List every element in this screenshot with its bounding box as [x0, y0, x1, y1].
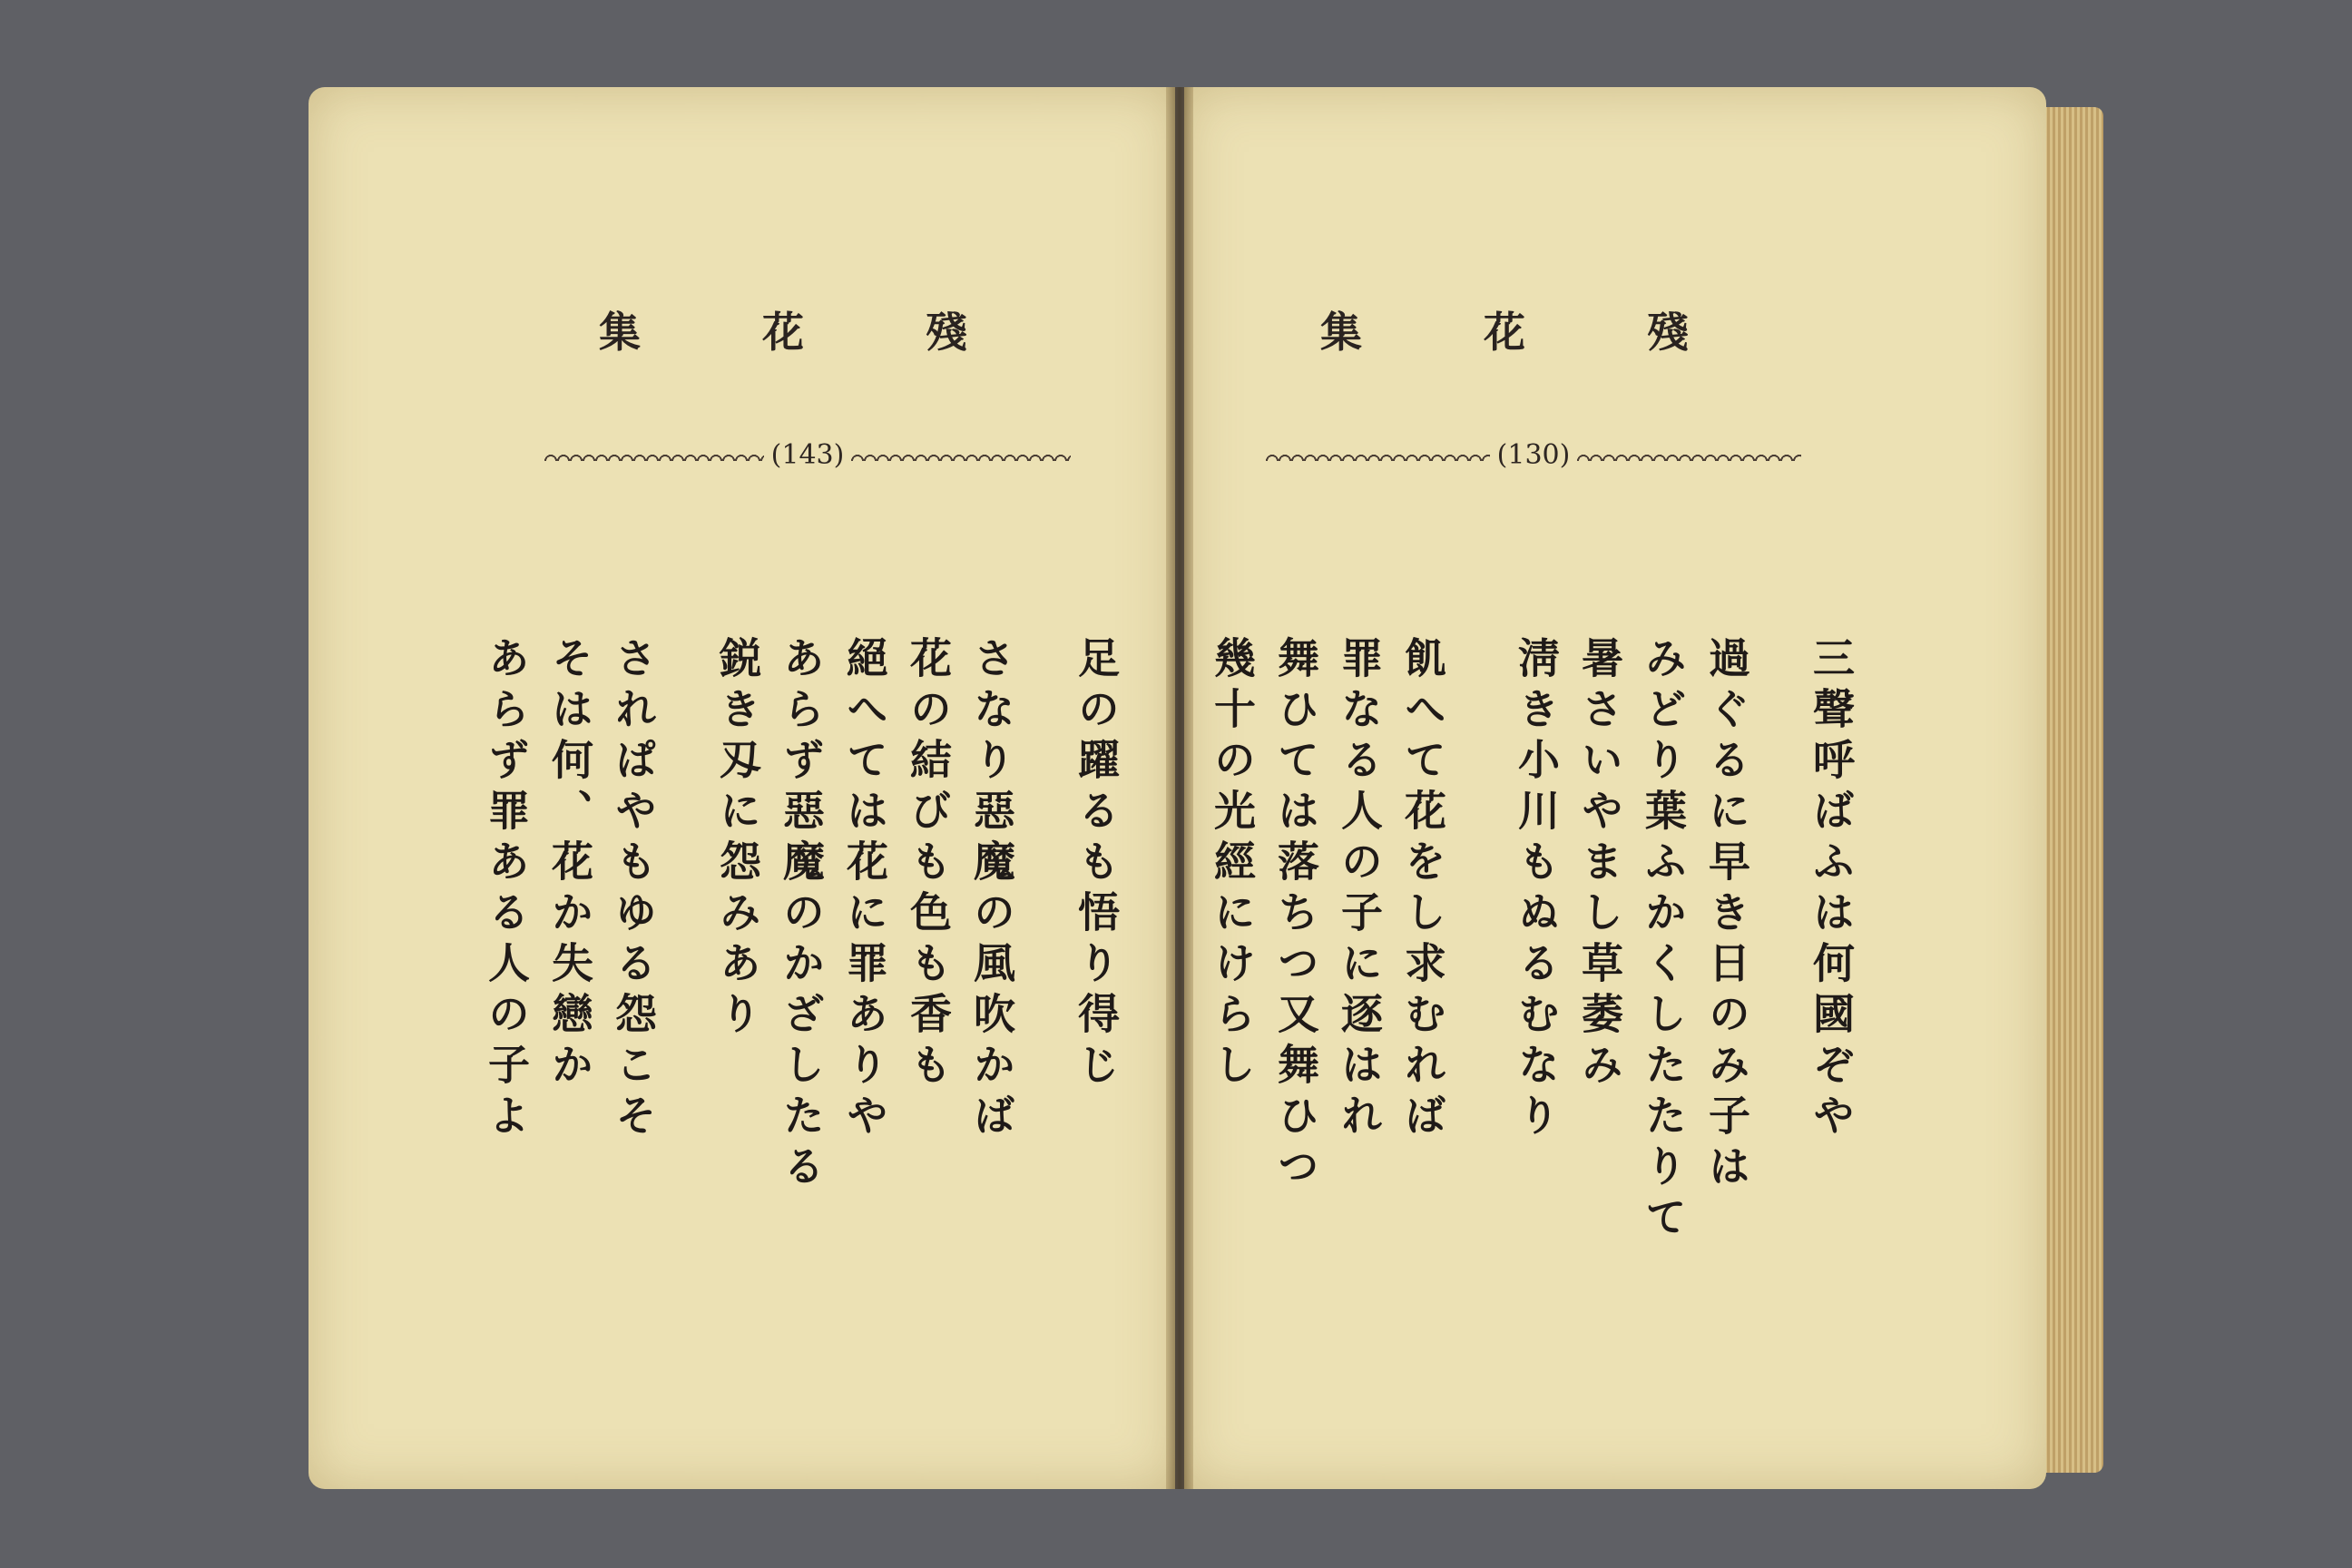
verse-line: 鋭き刄に怨みあり: [713, 636, 762, 1043]
left-page-number: (143): [770, 438, 845, 471]
verse-line: 暑さいやまし草萎み: [1575, 636, 1624, 1093]
page-stack-edge: [2042, 107, 2103, 1473]
verse-line: 飢へて花をし求むれば: [1398, 636, 1447, 1144]
header-char: 集: [599, 308, 641, 357]
header-char: 花: [1484, 308, 1525, 357]
verse-line: 舞ひては落ちつ又舞ひつ: [1271, 636, 1320, 1195]
header-char: 殘: [1647, 308, 1689, 357]
wavy-line: [1266, 448, 1490, 461]
verse-line: みどり葉ふかくしたたりて: [1639, 636, 1688, 1246]
wavy-line: [851, 448, 1071, 461]
wavy-line: [1577, 448, 1801, 461]
right-running-header: [1320, 299, 1701, 357]
left-running-header: [599, 299, 980, 357]
verse-line: そは何、花か失戀か: [545, 636, 594, 1093]
left-header-rule: [544, 439, 1071, 470]
verse-line: 過ぐるに早き日のみ子は: [1702, 636, 1751, 1195]
open-book: [309, 87, 2103, 1489]
verse-line: 絕へては花に罪ありや: [840, 636, 889, 1144]
header-char: 花: [762, 308, 804, 357]
right-page: [1184, 87, 2046, 1489]
verse-line: さなり惡魔の風吹かば: [967, 636, 1016, 1144]
verse-line: 淸き小川もぬるむなり: [1512, 636, 1561, 1144]
verse-line: 花の結びも色も香も: [904, 636, 953, 1093]
header-char: 殘: [926, 308, 967, 357]
wavy-line: [544, 448, 764, 461]
verse-line: 幾十の光經にけらし: [1208, 636, 1257, 1093]
verse-line: 三聲呼ばふは何國ぞや: [1807, 636, 1856, 1144]
right-header-rule: [1266, 439, 1801, 470]
verse-line: あらず惡魔のかざしたる: [777, 636, 826, 1195]
verse-line: 罪なる人の子に逐はれ: [1335, 636, 1384, 1144]
header-char: 集: [1320, 308, 1362, 357]
verse-line: されぱやもゆる怨こそ: [609, 636, 658, 1144]
book-gutter: [1166, 87, 1193, 1489]
left-page: [309, 87, 1175, 1489]
verse-line: 足の躍るも悟り得じ: [1072, 636, 1121, 1093]
verse-line: あらず罪ある人の子よ: [482, 636, 531, 1144]
right-page-number: (130): [1496, 438, 1571, 471]
